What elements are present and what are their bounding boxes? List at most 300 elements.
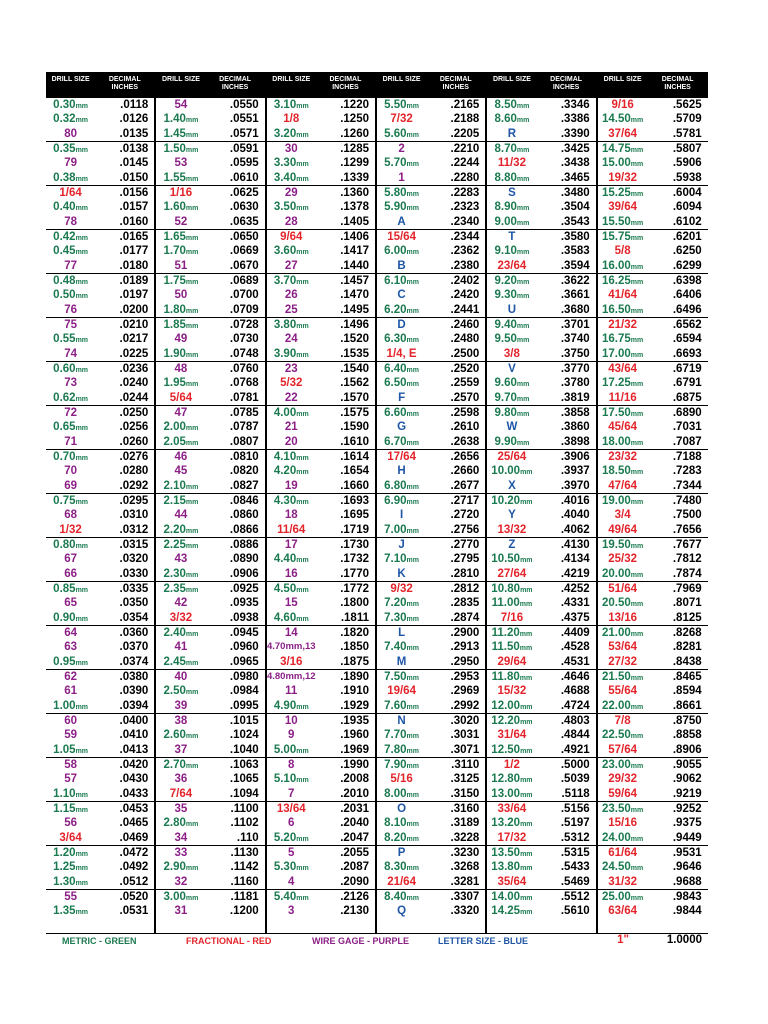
- chart-row: [267, 860, 375, 874]
- drill-size: V: [508, 363, 516, 375]
- decimal-inches: .1065: [229, 773, 259, 786]
- drill-size: 8.90mm: [494, 201, 530, 214]
- decimal-inches: .4531: [560, 655, 590, 668]
- chart-row: [156, 391, 264, 405]
- chart-row: [156, 362, 264, 376]
- drill-size: 8.60mm: [494, 113, 530, 126]
- drill-size: 41/64: [608, 289, 638, 302]
- decimal-inches: .1960: [340, 729, 369, 742]
- row-group: [487, 494, 595, 538]
- chart-row: [156, 831, 264, 845]
- row-group: [598, 582, 708, 626]
- chart-row: [487, 112, 595, 126]
- drill-size: 0.38mm: [53, 171, 89, 184]
- decimal-inches: .0669: [229, 245, 259, 258]
- decimal-inches: .0728: [229, 319, 259, 331]
- drill-size: 21/32: [608, 319, 638, 331]
- drill-size: 8.00mm: [384, 787, 419, 800]
- decimal-inches: .2570: [450, 391, 480, 404]
- drill-size: 80: [64, 127, 77, 140]
- drill-size: 1.15mm: [53, 803, 89, 815]
- decimal-inches: .3386: [560, 113, 590, 126]
- color-legend: [46, 933, 708, 961]
- decimal-inches: .9844: [672, 905, 702, 918]
- row-group: [377, 274, 485, 318]
- decimal-inches: .4646: [560, 671, 590, 683]
- drill-size: 5.00mm: [273, 743, 309, 756]
- drill-size: 2.70mm: [163, 759, 199, 771]
- decimal-inches: .0591: [229, 143, 259, 155]
- decimal-inches: .1440: [340, 259, 369, 272]
- chart-row: [156, 802, 264, 816]
- decimal-inches: .4528: [560, 641, 590, 654]
- decimal-inches: .0768: [229, 377, 259, 390]
- drill-size: 61: [64, 685, 77, 698]
- row-group: [267, 98, 375, 142]
- decimal-inches: .2380: [450, 259, 480, 272]
- drill-size: 30: [284, 143, 298, 155]
- decimal-inches: .2810: [450, 567, 480, 580]
- decimal-inches: .4724: [560, 699, 590, 712]
- row-group: [46, 142, 154, 186]
- decimal-inches: .2087: [340, 861, 369, 874]
- column-header: [487, 72, 595, 98]
- row-group: [598, 626, 708, 670]
- chart-row: [156, 714, 264, 728]
- drill-size: 51/64: [608, 583, 638, 595]
- row-group: [156, 362, 264, 406]
- drill-size: 36: [174, 773, 188, 786]
- decimal-inches: .3858: [560, 407, 590, 419]
- decimal-inches: .3438: [560, 157, 590, 170]
- drill-size: 5.80mm: [384, 187, 419, 199]
- row-group: [377, 98, 485, 142]
- chart-row: [156, 127, 264, 141]
- drill-size: 9.50mm: [494, 333, 530, 346]
- decimal-inches: .0827: [229, 479, 259, 492]
- chart-row: [46, 772, 154, 786]
- drill-size: 13.80mm: [491, 861, 533, 874]
- drill-size: 9.70mm: [494, 391, 530, 404]
- drill-size: 5.30mm: [273, 861, 309, 874]
- drill-size: 7.70mm: [384, 729, 419, 742]
- chart-row: [267, 98, 375, 112]
- chart-row: [487, 538, 595, 552]
- drill-size: 46: [174, 451, 188, 463]
- drill-size: 7.90mm: [384, 759, 419, 771]
- decimal-inches: .0225: [119, 347, 149, 360]
- decimal-inches: .3701: [560, 319, 590, 331]
- chart-row: [267, 508, 375, 522]
- chart-row: [377, 714, 485, 728]
- decimal-inches: .4688: [560, 685, 590, 698]
- one-inch-row: [598, 933, 708, 947]
- chart-row: [598, 758, 708, 772]
- row-group: [598, 714, 708, 758]
- drill-size: 6.90mm: [384, 495, 419, 507]
- decimal-inches: .2874: [450, 611, 480, 624]
- decimal-inches: .1142: [230, 861, 259, 874]
- chart-row: [598, 699, 708, 713]
- decimal-inches: .3661: [560, 289, 590, 302]
- decimal-inches: .1378: [340, 201, 369, 214]
- drill-size: 20.00mm: [602, 567, 644, 580]
- drill-size: 61/64: [608, 847, 638, 859]
- decimal-inches: .0354: [119, 611, 149, 624]
- drill-size: 18: [284, 509, 298, 522]
- row-group: [377, 230, 485, 274]
- decimal-inches: .3680: [560, 303, 590, 316]
- chart-row: [377, 816, 485, 830]
- chart-row: [487, 479, 595, 493]
- decimal-inches: .2520: [450, 363, 480, 375]
- drill-size: 70: [64, 465, 77, 478]
- drill-size: 3/16: [280, 655, 303, 668]
- drill-size: T: [508, 231, 516, 243]
- drill-size: 9/32: [390, 583, 413, 595]
- decimal-inches: .2420: [450, 289, 480, 302]
- decimal-inches: .0410: [119, 729, 149, 742]
- chart-row: [377, 244, 485, 258]
- decimal-inches: .6562: [672, 319, 702, 331]
- drill-size: 4.20mm: [273, 465, 309, 478]
- chart-row: [46, 215, 154, 229]
- decimal-inches: .1929: [340, 699, 369, 712]
- decimal-inches: .0240: [119, 377, 149, 390]
- drill-size: C: [397, 289, 406, 302]
- chart-row: [598, 318, 708, 332]
- drill-size: 65: [64, 597, 77, 610]
- chart-row: [46, 420, 154, 434]
- drill-size: 66: [64, 567, 77, 580]
- chart-row: [377, 376, 485, 390]
- decimal-inches: .2900: [450, 627, 480, 639]
- decimal-inches: .2205: [450, 127, 480, 140]
- decimal-inches: .0820: [229, 465, 259, 478]
- decimal-inches: .2950: [450, 655, 480, 668]
- decimal-inches: .7188: [672, 451, 702, 463]
- drill-size: 9/16: [611, 99, 634, 111]
- chart-row: [156, 332, 264, 346]
- chart-row: [598, 259, 708, 273]
- drill-size: 35: [174, 803, 188, 815]
- decimal-inches: .3268: [450, 861, 480, 874]
- row-group: [267, 538, 375, 582]
- drill-size: 23.00mm: [602, 759, 644, 771]
- drill-size: 7.60mm: [384, 699, 419, 712]
- row-group: [598, 802, 708, 846]
- decimal-inches: .1015: [229, 715, 259, 727]
- drill-size: 21/64: [387, 875, 416, 888]
- row-group: [487, 758, 595, 802]
- chart-row: [267, 406, 375, 420]
- chart-row: [46, 816, 154, 830]
- chart-row: [156, 259, 264, 273]
- chart-row: [156, 347, 264, 361]
- drill-size: 31: [174, 905, 188, 918]
- chart-row: [267, 186, 375, 200]
- row-group: [267, 846, 375, 890]
- drill-size: L: [398, 627, 406, 639]
- chart-row: [487, 626, 595, 640]
- chart-row: [487, 596, 595, 610]
- decimal-inches: .1495: [340, 303, 369, 316]
- row-group: [487, 450, 595, 494]
- chart-row: [598, 523, 708, 537]
- row-group: [598, 494, 708, 538]
- decimal-inches: .2090: [340, 875, 369, 888]
- decimal-inches: .3320: [450, 905, 480, 918]
- drill-size: 16: [284, 567, 298, 580]
- drill-size: 10.80mm: [491, 583, 533, 595]
- drill-size: 4.90mm: [273, 699, 309, 712]
- decimal-inches: .0760: [229, 363, 259, 375]
- chart-row: [46, 450, 154, 464]
- drill-size: 55: [64, 891, 77, 903]
- decimal-inches: .0984: [229, 685, 259, 698]
- chart-row: [377, 142, 485, 156]
- chart-row: [46, 259, 154, 273]
- drill-size: 8: [288, 759, 295, 771]
- decimal-inches: .0890: [229, 553, 259, 566]
- drill-size: 3.50mm: [273, 201, 309, 214]
- chart-row: [267, 420, 375, 434]
- decimal-inches: .0157: [119, 201, 149, 214]
- chart-row: [156, 420, 264, 434]
- chart-row: [487, 450, 595, 464]
- chart-row: [156, 582, 264, 596]
- row-group: [46, 714, 154, 758]
- decimal-inches: .0550: [229, 99, 259, 111]
- chart-row: [487, 611, 595, 625]
- chart-row: [487, 640, 595, 654]
- decimal-inches: .0177: [119, 245, 149, 258]
- drill-size: 0.80mm: [53, 539, 89, 551]
- chart-row: [487, 347, 595, 361]
- drill-size-header: DRILL SIZE: [603, 76, 642, 83]
- drill-size: 3.80mm: [273, 319, 309, 331]
- row-group: [487, 98, 595, 142]
- chart-row: [598, 362, 708, 376]
- chart-row: [156, 508, 264, 522]
- drill-size: 37: [174, 743, 188, 756]
- decimal-inches: .4921: [560, 743, 590, 756]
- drill-size: 2.00mm: [163, 421, 199, 434]
- decimal-inches: .5938: [672, 171, 702, 184]
- chart-row: [598, 582, 708, 596]
- legend-fractional: FRACTIONAL - RED: [186, 936, 272, 946]
- decimal-inches: .2344: [450, 231, 480, 243]
- row-group: [267, 450, 375, 494]
- decimal-inches: .2244: [450, 157, 480, 170]
- chart-row: [598, 186, 708, 200]
- chart-row: [46, 860, 154, 874]
- row-group: [598, 186, 708, 230]
- row-group: [156, 450, 264, 494]
- chart-row: [267, 274, 375, 288]
- row-group: [487, 890, 595, 934]
- chart-row: [377, 479, 485, 493]
- drill-size: 26: [284, 289, 298, 302]
- decimal-inches: .3622: [560, 275, 590, 287]
- chart-row: [267, 479, 375, 493]
- decimal-inches: .2280: [450, 171, 480, 184]
- decimal-inches: .0250: [119, 407, 149, 419]
- chart-row: [156, 875, 264, 889]
- drill-size: 22.50mm: [602, 729, 644, 742]
- decimal-inches: .6693: [672, 347, 702, 360]
- drill-size-header: DRILL SIZE: [51, 76, 90, 83]
- chart-row: [156, 376, 264, 390]
- chart-row: [46, 875, 154, 889]
- drill-size: H: [397, 465, 406, 478]
- chart-row: [46, 699, 154, 713]
- chart-row: [598, 303, 708, 317]
- drill-size: 24: [284, 333, 298, 346]
- decimal-inches: .0217: [119, 333, 149, 346]
- decimal-inches-header: DECIMAL INCHES: [439, 76, 472, 91]
- drill-size: 15.00mm: [602, 157, 644, 170]
- chart-row: [267, 156, 375, 170]
- drill-size: 0.55mm: [53, 333, 89, 346]
- drill-size: 2.35mm: [163, 583, 199, 595]
- row-group: [598, 670, 708, 714]
- decimal-inches: .0210: [119, 319, 149, 331]
- chart-row: [46, 890, 154, 904]
- decimal-inches: .4803: [560, 715, 590, 727]
- decimal-inches: .4219: [560, 567, 590, 580]
- chart-row: [487, 508, 595, 522]
- drill-size: 31/32: [608, 875, 638, 888]
- drill-size: 11: [285, 685, 298, 698]
- decimal-inches: .4134: [560, 553, 590, 566]
- chart-row: [487, 215, 595, 229]
- chart-row: [598, 127, 708, 141]
- decimal-inches: .0292: [119, 479, 149, 492]
- drill-size: 9.80mm: [494, 407, 530, 419]
- drill-size: 43: [174, 553, 188, 566]
- decimal-inches: .1181: [230, 891, 259, 903]
- drill-size: 3.20mm: [273, 127, 309, 140]
- decimal-inches: .6398: [672, 275, 702, 287]
- drill-size: 10.50mm: [491, 553, 533, 566]
- decimal-inches: .2953: [450, 671, 480, 683]
- drill-size: 27/32: [608, 655, 638, 668]
- drill-size: 34: [174, 831, 188, 844]
- chart-row: [377, 787, 485, 801]
- decimal-inches: .1160: [230, 875, 259, 888]
- drill-size: 4.60mm: [273, 611, 309, 624]
- decimal-inches-header: DECIMAL INCHES: [661, 76, 694, 91]
- chart-row: [46, 494, 154, 508]
- drill-size: Y: [508, 509, 516, 522]
- decimal-inches: .0394: [119, 699, 149, 712]
- chart-row: [156, 406, 264, 420]
- drill-size: 14: [284, 627, 298, 639]
- drill-size: 62: [64, 671, 77, 683]
- chart-row: [377, 112, 485, 126]
- drill-size: 9.90mm: [494, 435, 530, 448]
- chart-row: [46, 186, 154, 200]
- chart-row: [46, 98, 154, 112]
- chart-row: [46, 230, 154, 244]
- decimal-inches: .2795: [450, 553, 480, 566]
- chart-row: [487, 772, 595, 786]
- row-group: [377, 758, 485, 802]
- decimal-inches: .7344: [672, 479, 702, 492]
- chart-row: [377, 259, 485, 273]
- decimal-inches: .0730: [229, 333, 259, 346]
- chart-row: [598, 743, 708, 757]
- drill-size: 54: [174, 99, 188, 111]
- chart-row: [46, 274, 154, 288]
- decimal-inches: .8906: [672, 743, 702, 756]
- drill-size: 0.85mm: [53, 583, 89, 595]
- chart-row: [267, 303, 375, 317]
- chart-row: [46, 112, 154, 126]
- chart-row: [377, 743, 485, 757]
- chart-row: [156, 538, 264, 552]
- decimal-inches: .1654: [340, 465, 369, 478]
- drill-size: 16.00mm: [602, 259, 644, 272]
- drill-size: 1.85mm: [163, 319, 199, 331]
- chart-row: [156, 684, 264, 698]
- chart-row: [267, 714, 375, 728]
- drill-size: 7: [288, 787, 295, 800]
- decimal-inches: .0520: [119, 891, 149, 903]
- decimal-inches: .0635: [229, 215, 259, 228]
- drill-size: J: [398, 539, 405, 551]
- drill-size: 58: [64, 759, 77, 771]
- chart-row: [267, 288, 375, 302]
- chart-row: [46, 904, 154, 918]
- drill-size: 19.00mm: [602, 495, 644, 507]
- decimal-inches: .1770: [340, 567, 369, 580]
- decimal-inches: .1260: [340, 127, 369, 140]
- decimal-inches: .2340: [450, 215, 480, 228]
- chart-row: [156, 758, 264, 772]
- drill-size: 57/64: [608, 743, 638, 756]
- chart-row: [267, 567, 375, 581]
- decimal-inches: .8125: [672, 611, 702, 624]
- drill-size: 3.60mm: [273, 245, 309, 258]
- decimal-inches: .0118: [120, 99, 149, 111]
- chart-row: [598, 420, 708, 434]
- drill-size: 0.50mm: [53, 289, 89, 302]
- drill-size: 2.25mm: [163, 539, 199, 551]
- decimal-inches: .0189: [119, 275, 149, 287]
- chart-row: [267, 758, 375, 772]
- drill-size: 9: [288, 729, 295, 742]
- chart-row: [267, 318, 375, 332]
- row-group: [156, 890, 264, 934]
- chart-row: [267, 743, 375, 757]
- row-group: [487, 582, 595, 626]
- row-group: [156, 142, 264, 186]
- row-group: [377, 802, 485, 846]
- decimal-inches: .3230: [450, 847, 480, 859]
- chart-row: [267, 215, 375, 229]
- chart-row: [598, 406, 708, 420]
- chart-row: [46, 244, 154, 258]
- chart-row: [156, 523, 264, 537]
- drill-size: 9.00mm: [494, 215, 530, 228]
- drill-size: 6.80mm: [384, 479, 419, 492]
- drill-size: 3.10mm: [273, 99, 309, 111]
- decimal-inches: .1285: [340, 143, 369, 155]
- decimal-inches: .1695: [340, 509, 369, 522]
- decimal-inches: .7874: [672, 567, 702, 580]
